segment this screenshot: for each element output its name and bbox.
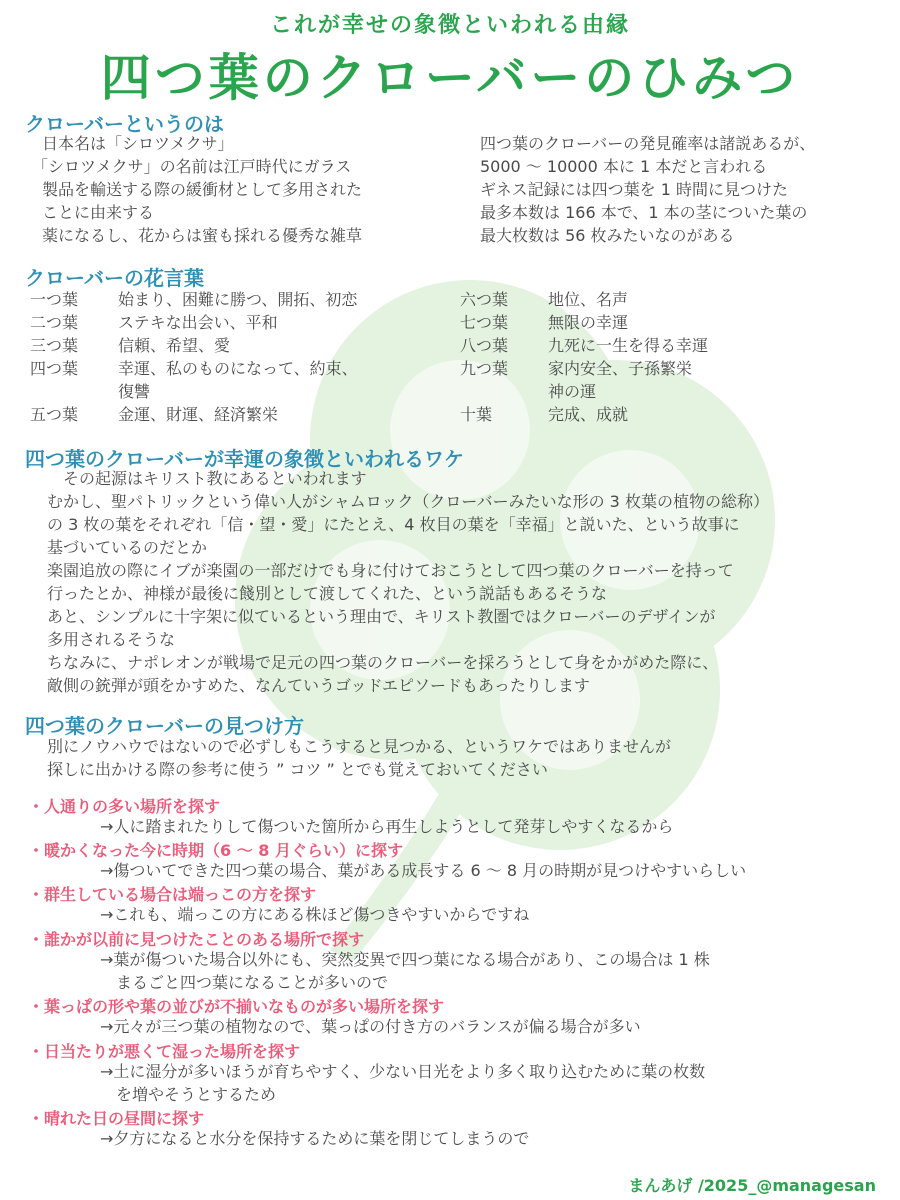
tip-title: ・暖かくなった今に時期（6 ～ 8 月ぐらい）に探す — [28, 841, 403, 860]
tip-title: ・誰かが以前に見つけたことのある場所で探す — [28, 930, 365, 949]
section-heading-why-lucky: 四つ葉のクローバーが幸運の象徴といわれるワケ — [25, 447, 464, 471]
leaf-meaning: 金運、財運、経済繁栄 — [118, 405, 279, 424]
section-heading-about: クローバーというのは — [25, 112, 224, 136]
text-line: ちなみに、ナポレオンが戦場で足元の四つ葉のクローバーを採ろうとして身をかがめた際に、 — [47, 653, 719, 672]
subtitle: これが幸せの象徴といわれる由縁 — [269, 13, 630, 38]
about-left-text — [32, 132, 363, 247]
text-line: その起源はキリスト教にあるといわれます — [63, 469, 367, 488]
leaf-count: 一つ葉 — [30, 290, 79, 309]
text-line: 最大枚数は 56 枚みたいなのがある — [480, 226, 735, 245]
text-line: 行ったとか、神様が最後に餞別として渡してくれた、という説話もあるそうな — [47, 584, 608, 603]
leaf-count: 六つ葉 — [460, 290, 509, 309]
leaf-count: 二つ葉 — [30, 313, 79, 332]
leaf-count: 四つ葉 — [30, 359, 79, 378]
tip-detail: →元々が三つ葉の植物なので、葉っぱの付き方のバランスが偏る場合が多い — [100, 1017, 641, 1036]
tip-detail: →これも、端っこの方にある株ほど傷つきやすいからですね — [100, 905, 530, 924]
text-line: 薬になるし、花からは蜜も採れる優秀な雑草 — [42, 226, 363, 245]
leaf-meaning: 家内安全、子孫繁栄 — [548, 359, 693, 378]
author-credit: まんあげ /2025_@managesan — [628, 1176, 876, 1195]
tip-title: ・晴れた日の昼間に探す — [28, 1109, 205, 1128]
text-line: 日本名は「シロツメクサ」 — [42, 134, 234, 153]
why-lucky-text — [47, 467, 769, 697]
text-line: 「シロツメクサ」の名前は江戸時代にガラス — [32, 157, 352, 176]
section-heading-flower-language: クローバーの花言葉 — [25, 266, 204, 290]
text-line: 多用されるそうな — [47, 630, 176, 649]
text-line: 最多本数は 166 本で、1 本の茎についた葉の — [480, 203, 808, 222]
text-line: 敵側の銃弾が頭をかすめた、なんていうゴッドエピソードもあったりします — [47, 676, 590, 695]
leaf-count: 七つ葉 — [460, 313, 509, 332]
tip-detail: →傷ついてできた四つ葉の場合、葉がある成長する 6 ～ 8 月の時期が見つけやすいらしい — [100, 861, 747, 880]
text-line: 四つ葉のクローバーの発見確率は諸説あるが、 — [480, 134, 816, 153]
tip-detail: まるごと四つ葉になることが多いので — [100, 973, 389, 992]
leaf-meaning: ステキな出会い、平和 — [118, 313, 278, 332]
tip-detail: →葉が傷ついた場合以外にも、突然変異で四つ葉になる場合があり、この場合は 1 株 — [100, 950, 710, 969]
leaf-meaning: 無限の幸運 — [548, 313, 629, 332]
leaf-meaning: 信頼、希望、愛 — [118, 336, 231, 355]
leaf-meaning: 地位、名声 — [548, 290, 629, 309]
section-heading-how-to-find: 四つ葉のクローバーの見つけ方 — [25, 714, 304, 738]
tip-detail: →夕方になると水分を保持するために葉を閉じてしまうので — [100, 1129, 530, 1148]
text-line: の 3 枚の葉をそれぞれ「信・望・愛」にたとえ、4 枚目の葉を「幸福」と説いた、という故事に — [47, 515, 740, 534]
tip-title: ・人通りの多い場所を探す — [28, 797, 221, 816]
leaf-count: 五つ葉 — [30, 405, 79, 424]
how-to-find-intro — [47, 735, 671, 781]
leaf-meaning: 神の運 — [548, 382, 597, 401]
text-line: 製品を輸送する際の緩衝材として多用された — [42, 180, 363, 199]
tip-detail: →人に踏まれたりして傷ついた箇所から再生しようとして発芽しやすくなるから — [100, 817, 674, 836]
text-line: ことに由来する — [42, 203, 155, 222]
about-right-text — [480, 132, 815, 247]
leaf-count: 九つ葉 — [460, 359, 509, 378]
text-line: むかし、聖パトリックという偉い人がシャムロック（クローバーみたいな形の 3 枚葉の植物の総称） — [47, 492, 769, 511]
tip-title: ・葉っぱの形や葉の並びが不揃いなものが多い場所を探す — [28, 997, 445, 1016]
leaf-meaning: 完成、成就 — [548, 405, 629, 424]
text-line: あと、シンプルに十字架に似ているという理由で、キリスト教圏ではクローバーのデザインが — [47, 607, 716, 626]
leaf-meaning: 始まり、困難に勝つ、開拓、初恋 — [118, 290, 358, 309]
text-line: 別にノウハウではないので必ずしもこうすると見つかる、というワケではありませんが — [47, 737, 672, 756]
leaf-meaning: 幸運、私のものになって、約束、 — [118, 359, 358, 378]
tip-title: ・日当たりが悪くて湿った場所を探す — [28, 1042, 301, 1061]
leaf-count: 八つ葉 — [460, 336, 509, 355]
tip-detail: →土に湿分が多いほうが育ちやすく、少ない日光をより多く取り込むために葉の枚数 — [100, 1062, 706, 1081]
text-line: 探しに出かける際の参考に使う ” コツ ” とでも覚えておいてください — [47, 760, 548, 779]
tip-detail: を増やそうとするため — [100, 1085, 277, 1104]
leaf-count: 三つ葉 — [30, 336, 79, 355]
leaf-count: 十葉 — [460, 405, 493, 424]
leaf-meaning: 九死に一生を得る幸運 — [548, 336, 709, 355]
text-line: 楽園追放の際にイブが楽園の一部だけでも身に付けておこうとして四つ葉のクローバーを持って — [47, 561, 734, 580]
text-line: ギネス記録には四つ葉を 1 時間に見つけた — [480, 180, 789, 199]
text-line: 基づいているのだとか — [47, 538, 208, 557]
text-line: 5000 ～ 10000 本に 1 本だと言われる — [480, 157, 768, 176]
leaf-meaning: 復讐 — [118, 382, 151, 401]
tip-title: ・群生している場合は端っこの方を探す — [28, 885, 317, 904]
page-title: 四つ葉のクローバーのひみつ — [100, 49, 800, 107]
